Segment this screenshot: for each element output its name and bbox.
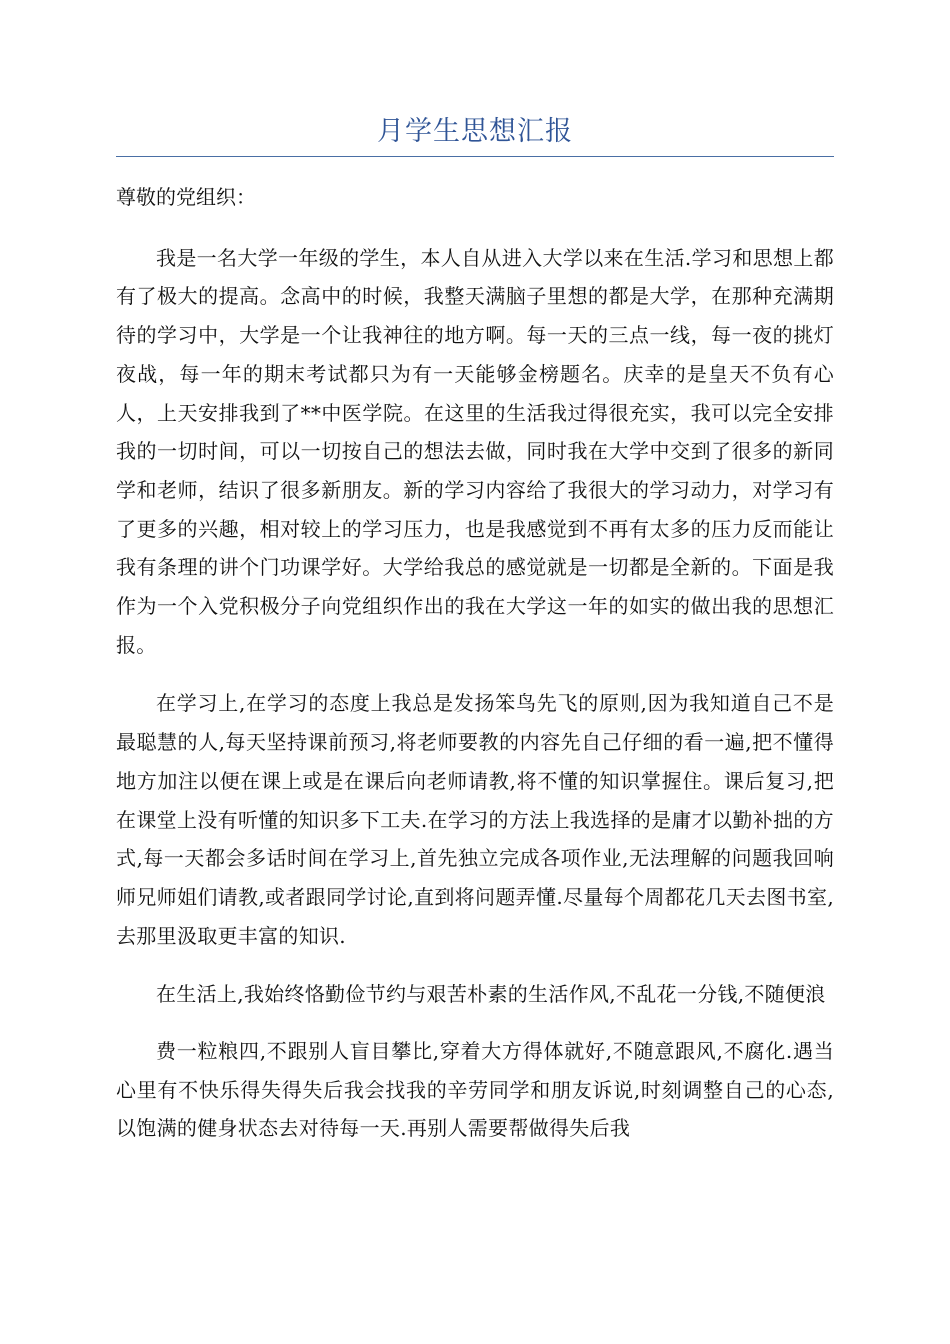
paragraph-intro: 我是一名大学一年级的学生，本人自从进入大学以来在生活.学习和思想上都有了极大的提高。念高中的时候，我整天满脑子里想的都是大学，在那种充满期待的学习中，大学是一个让我神往的地方啊。每一天的三点一线，每一夜的挑灯夜战，每一年的期末考试都只为有一天能够金榜题名。庆幸的是皇天不负有心人，上天安排我到了**中医学院。在这里的生活我过得很充实，我可以完全安排我的一切时间，可以一切按自己的想法去做，同时我在大学中交到了很多的新同学和老师，结识了很多新朋友。新的学习内容给了我很大的学习动力，对学习有了更多的兴趣，相对较上的学习压力，也是我感觉到不再有太多的压力反而能让我有条理的讲个门功课学好。大学给我总的感觉就是一切都是全新的。下面是我作为一个入党积极分子向党组织作出的我在大学这一年的如实的做出我的思想汇报。 bbox=[116, 245, 834, 657]
paragraph-life: 在生活上,我始终恪勤俭节约与艰苦朴素的生活作风,不乱花一分钱,不随便浪 bbox=[156, 982, 826, 1007]
paragraph-study: 在学习上,在学习的态度上我总是发扬笨鸟先飞的原则,因为我知道自己不是最聪慧的人,每天坚持课前预习,将老师要教的内容先自己仔细的看一遍,把不懂得地方加注以便在课上或是在课后向老师请教,将不懂的知识掌握住。课后复习,把在课堂上没有听懂的知识多下工夫.在学习的方法上我选择的是庸才以勤补拙的方式,每一天都会多话时间在学习上,首先独立完成各项作业,无法理解的问题我回响师兄师姐们请教,或者跟同学讨论,直到将问题弄懂.尽量每个周都花几天去图书室,去那里汲取更丰富的知识. bbox=[116, 691, 834, 948]
salutation: 尊敬的党组织： bbox=[116, 185, 256, 209]
page-title: 月学生思想汇报 bbox=[377, 116, 573, 147]
title-block bbox=[116, 112, 834, 157]
paragraph-life-continued: 费一粒粮四,不跟别人盲目攀比,穿着大方得体就好,不随意跟风,不腐化.遇当心里有不快乐得失得失后我会找我的辛劳同学和朋友诉说,时刻调整自己的心态,以饱满的健身状态去对待每一天.再别人需要帮做得失后我 bbox=[116, 1039, 834, 1141]
document-body bbox=[116, 178, 834, 1168]
